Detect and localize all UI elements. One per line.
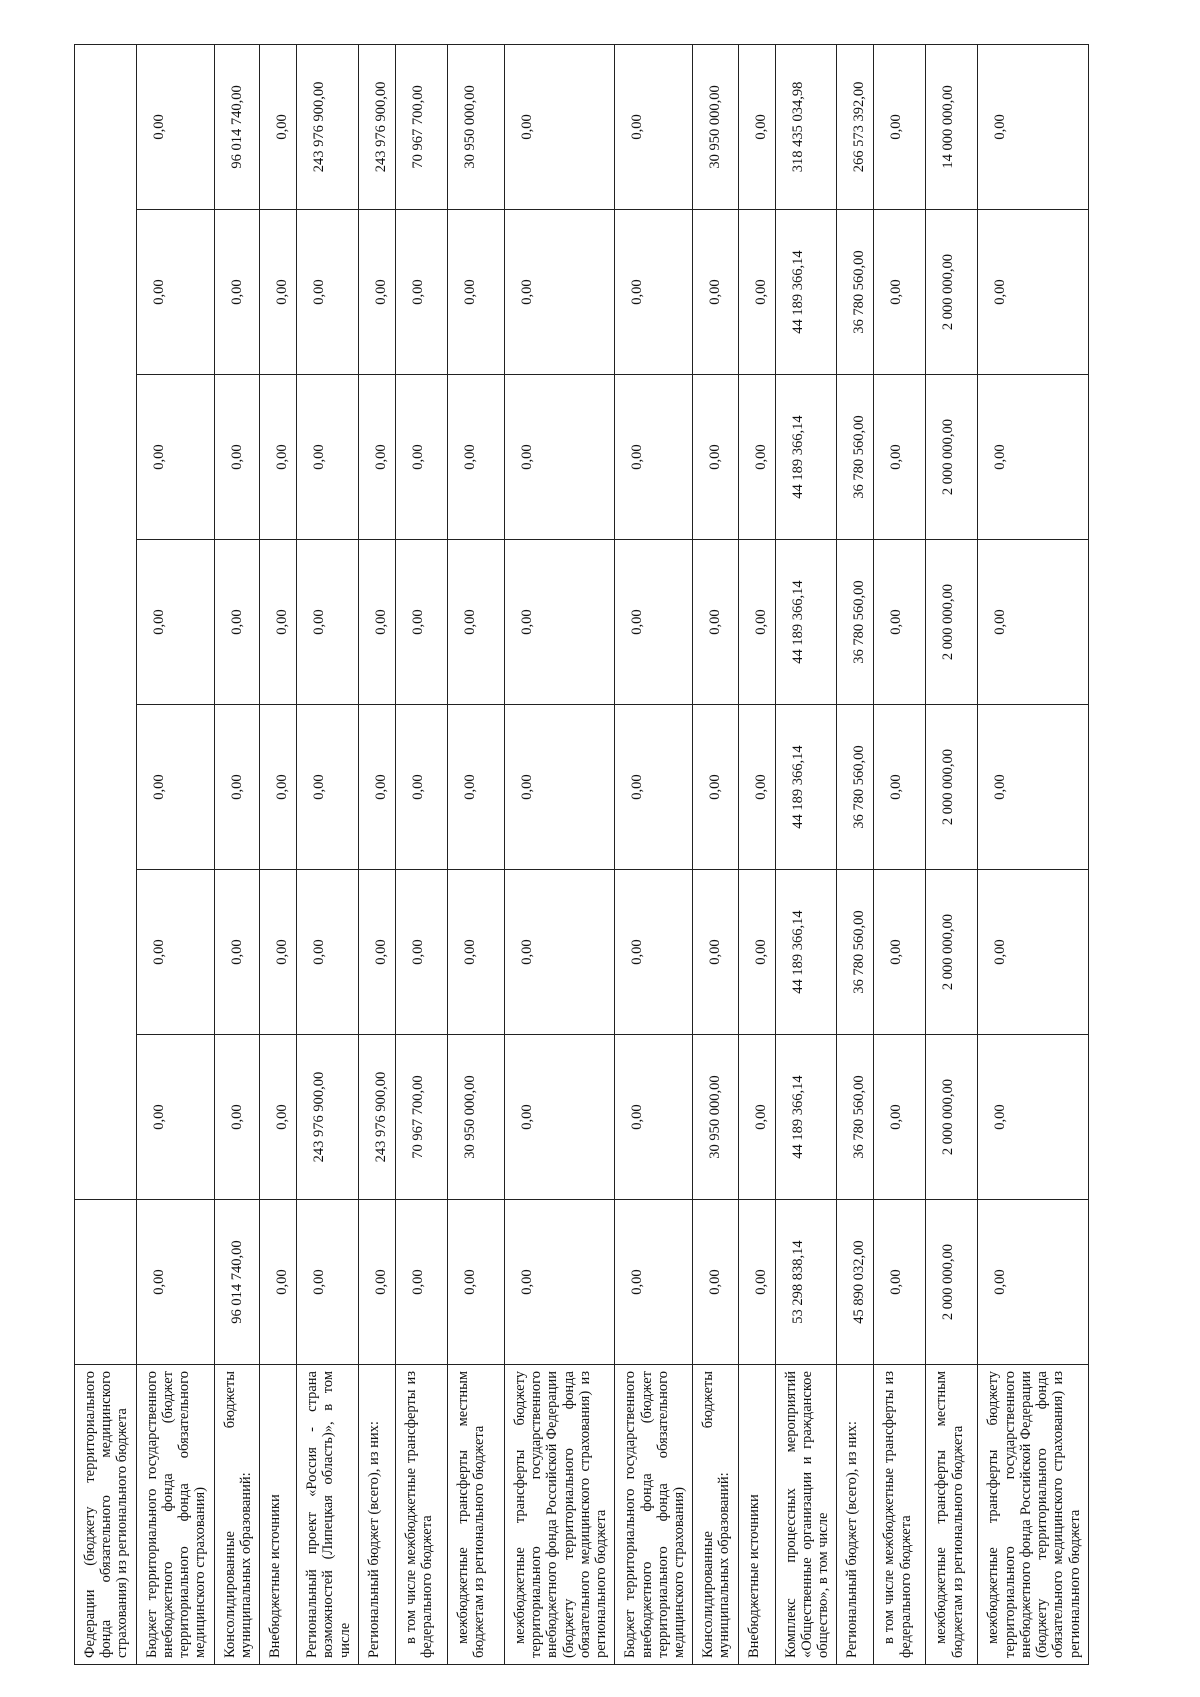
total-cell: 266 573 392,00 [837, 44, 874, 209]
total-cell: 318 435 034,98 [775, 44, 837, 209]
row-label-text: в том числе межбюджетные трансферты из федерального бюджета [402, 1371, 436, 1658]
row-label [693, 1365, 738, 1665]
value-cell: 0,00 [214, 705, 259, 870]
value-cell: 0,00 [358, 1200, 395, 1365]
value-cell: 0,00 [395, 870, 447, 1035]
value-cell: 44 189 366,14 [775, 540, 837, 705]
value-cell: 0,00 [874, 1200, 926, 1365]
row-label [978, 1365, 1088, 1665]
row-label-text: Бюджет территориального государственного внебюджетного фонда (бюджет территориального фонда обязательного медицинского страхования) [143, 1371, 209, 1658]
value-cell: 0,00 [358, 375, 395, 540]
value-cell: 0,00 [136, 705, 214, 870]
value-cell-merged [75, 44, 137, 1199]
value-cell: 44 189 366,14 [775, 210, 837, 375]
value-cell: 2 000 000,00 [926, 870, 978, 1035]
row-label-text: Комплекс процессных мероприятий «Общественные организации и гражданское общество», в том числе [782, 1371, 832, 1658]
value-cell: 0,00 [978, 210, 1088, 375]
value-cell: 0,00 [447, 705, 504, 870]
row-label [837, 1365, 874, 1665]
total-cell: 0,00 [504, 44, 614, 209]
value-cell: 0,00 [136, 210, 214, 375]
value-cell: 0,00 [504, 1200, 614, 1365]
value-cell: 0,00 [447, 375, 504, 540]
value-cell: 36 780 560,00 [837, 540, 874, 705]
row-label-text: межбюджетные трансферты местным бюджетам из регионального бюджета [933, 1371, 966, 1658]
table-row [775, 44, 837, 1664]
total-cell: 0,00 [260, 44, 297, 209]
value-cell: 44 189 366,14 [775, 375, 837, 540]
value-cell: 0,00 [136, 375, 214, 540]
value-cell: 0,00 [297, 870, 359, 1035]
value-cell: 0,00 [693, 705, 738, 870]
value-cell: 0,00 [738, 540, 775, 705]
table-row [738, 44, 775, 1664]
value-cell: 0,00 [297, 705, 359, 870]
row-label [75, 1365, 137, 1665]
value-cell: 0,00 [504, 210, 614, 375]
value-cell: 0,00 [447, 1200, 504, 1365]
table-row [837, 44, 874, 1664]
value-cell: 0,00 [504, 870, 614, 1035]
total-cell: 30 950 000,00 [693, 44, 738, 209]
row-label [738, 1365, 775, 1665]
value-cell: 0,00 [504, 375, 614, 540]
value-cell: 0,00 [693, 375, 738, 540]
total-cell: 96 014 740,00 [214, 44, 259, 209]
table-row [214, 44, 259, 1664]
value-cell: 0,00 [693, 210, 738, 375]
value-cell: 96 014 740,00 [214, 1200, 259, 1365]
value-cell: 0,00 [615, 210, 693, 375]
table-row [504, 44, 614, 1664]
value-cell: 0,00 [214, 1035, 259, 1200]
row-label-text: Консолидированные бюджеты муниципальных образований: [221, 1371, 254, 1658]
value-cell: 36 780 560,00 [837, 210, 874, 375]
total-cell: 0,00 [978, 44, 1088, 209]
total-cell: 243 976 900,00 [358, 44, 395, 209]
value-cell: 0,00 [738, 375, 775, 540]
total-cell: 0,00 [874, 44, 926, 209]
value-cell: 0,00 [447, 870, 504, 1035]
total-cell: 70 967 700,00 [395, 44, 447, 209]
value-cell: 36 780 560,00 [837, 1035, 874, 1200]
value-cell: 2 000 000,00 [926, 1200, 978, 1365]
row-label [615, 1365, 693, 1665]
value-cell: 0,00 [297, 540, 359, 705]
row-label-text: Бюджет территориального государственного внебюджетного фонда (бюджет территориального фонда обязательного медицинского страхования) [622, 1371, 687, 1658]
row-label [504, 1365, 614, 1665]
value-cell: 0,00 [738, 1035, 775, 1200]
value-cell: 0,00 [297, 1200, 359, 1365]
total-cell: 0,00 [738, 44, 775, 209]
value-cell: 36 780 560,00 [837, 375, 874, 540]
value-cell: 0,00 [260, 1035, 297, 1200]
value-cell: 0,00 [214, 540, 259, 705]
value-cell: 0,00 [693, 1200, 738, 1365]
value-cell: 0,00 [615, 705, 693, 870]
value-cell: 0,00 [978, 540, 1088, 705]
value-cell: 44 189 366,14 [775, 870, 837, 1035]
value-cell: 0,00 [447, 540, 504, 705]
value-cell: 0,00 [615, 870, 693, 1035]
table-row [260, 44, 297, 1664]
value-cell: 0,00 [395, 540, 447, 705]
row-label-text: в том числе межбюджетные трансферты из федерального бюджета [881, 1371, 914, 1658]
value-cell: 0,00 [214, 375, 259, 540]
value-cell: 0,00 [738, 210, 775, 375]
total-cell: 14 000 000,00 [926, 44, 978, 209]
row-label-text: Консолидированные бюджеты муниципальных образований: [700, 1371, 733, 1658]
total-cell: 243 976 900,00 [297, 44, 359, 209]
value-cell: 0,00 [214, 210, 259, 375]
value-cell: 0,00 [447, 210, 504, 375]
value-cell: 45 890 032,00 [837, 1200, 874, 1365]
value-cell: 0,00 [260, 870, 297, 1035]
row-label-text: Региональный бюджет (всего), из них: [844, 1421, 861, 1658]
value-cell: 53 298 838,14 [775, 1200, 837, 1365]
table-row [874, 44, 926, 1664]
value-cell: 0,00 [136, 1200, 214, 1365]
table-row [297, 44, 359, 1664]
total-cell: 0,00 [615, 44, 693, 209]
value-cell: 0,00 [395, 1200, 447, 1365]
value-cell: 0,00 [738, 705, 775, 870]
row-label [395, 1365, 447, 1665]
value-cell: 30 950 000,00 [693, 1035, 738, 1200]
table-row [447, 44, 504, 1664]
table-body [75, 44, 1089, 1664]
value-cell: 2 000 000,00 [926, 705, 978, 870]
value-cell: 0,00 [874, 1035, 926, 1200]
value-cell: 0,00 [504, 1035, 614, 1200]
value-cell: 0,00 [874, 375, 926, 540]
rotated-table-page [74, 45, 1094, 1665]
value-cell: 0,00 [504, 540, 614, 705]
value-cell: 0,00 [136, 1035, 214, 1200]
value-cell: 243 976 900,00 [358, 1035, 395, 1200]
row-label-text: Региональный бюджет (всего), из них: [365, 1421, 382, 1658]
value-cell: 0,00 [297, 210, 359, 375]
value-cell: 0,00 [504, 705, 614, 870]
row-label-text: Внебюджетные источники [745, 1494, 762, 1658]
value-cell: 0,00 [260, 210, 297, 375]
value-cell: 36 780 560,00 [837, 870, 874, 1035]
row-label [136, 1365, 214, 1665]
row-label-text: Региональный проект «Россия - страна возможностей (Липецкая область)», в том числе [304, 1371, 353, 1658]
value-cell: 0,00 [136, 870, 214, 1035]
value-cell: 44 189 366,14 [775, 705, 837, 870]
row-label [260, 1365, 297, 1665]
value-cell: 0,00 [978, 1035, 1088, 1200]
value-cell: 0,00 [874, 705, 926, 870]
row-label-text: Внебюджетные источники [267, 1494, 284, 1658]
table-row [75, 44, 137, 1664]
value-cell: 0,00 [358, 705, 395, 870]
value-cell: 70 967 700,00 [395, 1035, 447, 1200]
value-cell: 2 000 000,00 [926, 1035, 978, 1200]
value-cell: 0,00 [260, 540, 297, 705]
value-cell: 0,00 [693, 540, 738, 705]
value-cell: 0,00 [978, 705, 1088, 870]
value-cell: 0,00 [136, 540, 214, 705]
value-cell: 2 000 000,00 [926, 210, 978, 375]
value-cell: 0,00 [978, 375, 1088, 540]
row-label [214, 1365, 259, 1665]
row-label [874, 1365, 926, 1665]
value-cell: 0,00 [738, 870, 775, 1035]
table-row [136, 44, 214, 1664]
value-cell: 0,00 [395, 705, 447, 870]
row-label-text: Федерации (бюджету территориального фонда обязательного медицинского страхования) из регионального бюджета [82, 1371, 131, 1658]
value-cell: 2 000 000,00 [926, 540, 978, 705]
row-label-text: межбюджетные трансферты местным бюджетам из регионального бюджета [454, 1371, 488, 1658]
value-cell: 0,00 [615, 1035, 693, 1200]
value-cell: 0,00 [978, 1200, 1088, 1365]
value-cell: 0,00 [693, 870, 738, 1035]
value-cell: 0,00 [358, 210, 395, 375]
value-cell: 0,00 [260, 375, 297, 540]
value-cell: 0,00 [358, 540, 395, 705]
value-cell: 243 976 900,00 [297, 1035, 359, 1200]
table-row [978, 44, 1088, 1664]
total-cell: 30 950 000,00 [447, 44, 504, 209]
value-cell: 0,00 [874, 870, 926, 1035]
value-cell: 0,00 [297, 375, 359, 540]
total-cell: 0,00 [136, 44, 214, 209]
table-row [615, 44, 693, 1664]
row-label [358, 1365, 395, 1665]
row-label-text: межбюджетные трансферты бюджету территориального государственного внебюджетного фонда Российской Федерации (бюджету территориального фонда обязательного медицинского страхования) из регионального бюджета [985, 1371, 1083, 1658]
value-cell: 0,00 [874, 210, 926, 375]
value-cell: 0,00 [978, 870, 1088, 1035]
value-cell: 0,00 [358, 870, 395, 1035]
value-cell: 0,00 [874, 540, 926, 705]
value-cell: 0,00 [260, 705, 297, 870]
value-cell: 36 780 560,00 [837, 705, 874, 870]
budget-table [74, 44, 1089, 1665]
value-cell: 0,00 [615, 540, 693, 705]
table-row [358, 44, 395, 1664]
row-label [926, 1365, 978, 1665]
table-row [926, 44, 978, 1664]
value-cell: 44 189 366,14 [775, 1035, 837, 1200]
value-cell: 2 000 000,00 [926, 375, 978, 540]
value-cell: 0,00 [615, 375, 693, 540]
table-row [693, 44, 738, 1664]
value-cell [75, 1200, 137, 1365]
table-row [395, 44, 447, 1664]
row-label [447, 1365, 504, 1665]
value-cell: 30 950 000,00 [447, 1035, 504, 1200]
value-cell: 0,00 [395, 375, 447, 540]
value-cell: 0,00 [615, 1200, 693, 1365]
row-label-text: межбюджетные трансферты бюджету территориального государственного внебюджетного фонда Российской Федерации (бюджету территориального фонда обязательного медицинского страхования) из регионального бюджета [511, 1371, 610, 1658]
value-cell: 0,00 [214, 870, 259, 1035]
row-label [775, 1365, 837, 1665]
value-cell: 0,00 [738, 1200, 775, 1365]
row-label [297, 1365, 359, 1665]
value-cell: 0,00 [260, 1200, 297, 1365]
value-cell: 0,00 [395, 210, 447, 375]
